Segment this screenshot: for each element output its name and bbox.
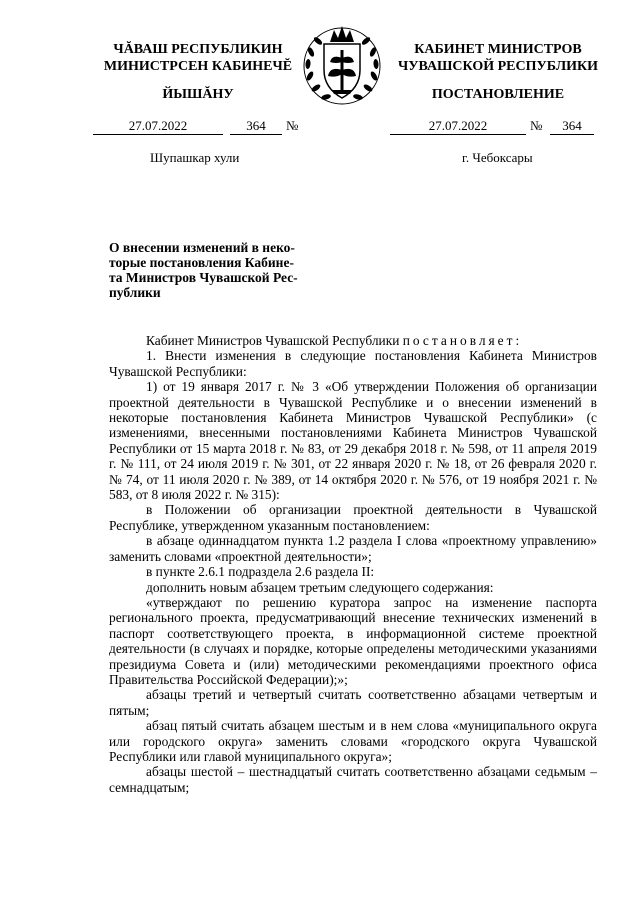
header-right-line2: ЧУВАШСКОЙ РЕСПУБЛИКИ	[397, 59, 599, 74]
header-left-line1: ЧĂВАШ РЕСПУБЛИКИН	[113, 42, 283, 57]
paragraph-4: в абзаце одиннадцатом пункта 1.2 раздела I слова «проектному управлению» заменить словами «проектной деятельности»;	[109, 533, 597, 564]
right-date-field: 27.07.2022	[390, 118, 526, 135]
document-subject	[109, 240, 309, 300]
paragraph-3: в Положении об организации проектной деятельности в Чувашской Республике, утвержденном указанным постановлением:	[109, 502, 597, 533]
coat-of-arms-emblem	[296, 18, 388, 110]
paragraph-9: абзац пятый считать абзацем шестым и в нем слова «муниципального округа или городского округа» заменить словами «городского округа Чувашской Республики или главой муниципального округа»;	[109, 718, 597, 764]
intro-lead: Кабинет Министров Чувашской Республики	[146, 333, 400, 348]
header-left-line2: МИНИСТРСЕН КАБИНЕЧĔ	[103, 59, 293, 74]
left-number-sign: №	[286, 118, 299, 133]
paragraph-6: дополнить новым абзацем третьим следующего содержания:	[146, 579, 494, 595]
left-number-field: 364	[230, 118, 282, 135]
right-number-field: 364	[550, 118, 594, 135]
document-body	[109, 333, 597, 795]
subject-line4: публики	[109, 285, 161, 300]
subject-line1: О внесении изменений в неко-	[109, 240, 295, 255]
subject-line2: торые постановления Кабине-	[109, 255, 294, 270]
paragraph-5: в пункте 2.6.1 подраздела 2.6 раздела II:	[146, 564, 375, 580]
subject-line3: та Министров Чувашской Рес-	[109, 270, 298, 285]
right-city: г. Чебоксары	[462, 150, 533, 165]
paragraph-8: абзацы третий и четвертый считать соответственно абзацами четвертым и пятым;	[109, 687, 597, 718]
right-number-sign: №	[530, 118, 543, 133]
intro-spaced: постановляет:	[402, 333, 523, 348]
left-date-field: 27.07.2022	[93, 118, 223, 135]
paragraph-1: 1. Внести изменения в следующие постановления Кабинета Министров Чувашской Республики:	[109, 348, 597, 379]
doc-type-right: ПОСТАНОВЛЕНИЕ	[431, 87, 565, 102]
left-city: Шупашкар хули	[150, 150, 240, 165]
doc-type-left: ЙЫШĂНУ	[162, 87, 234, 102]
intro-paragraph	[109, 333, 597, 348]
paragraph-10: абзацы шестой – шестнадцатый считать соответственно абзацами седьмым – семнадцатым;	[109, 764, 597, 795]
header-left	[88, 41, 308, 75]
paragraph-2: 1) от 19 января 2017 г. № 3 «Об утверждении Положения об организации проектной деятельности в Чувашской Республике и о внесении изменений в некоторые постановления Кабинета Министров Чувашской Республики» (с изменениями, внесенными постановлениями Кабинета Министров Чувашской Республики от 15 марта 2018 г. № 83, от 29 декабря 2018 г. № 598, от 11 апреля 2019 г. № 111, от 24 июля 2019 г. № 301, от 22 января 2020 г. № 18, от 26 февраля 2020 г. № 74, от 11 июля 2020 г. № 389, от 14 октября 2020 г. № 576, от 19 ноября 2021 г. № 583, от 8 июля 2022 г. № 315):	[109, 379, 597, 503]
header-right-line1: КАБИНЕТ МИНИСТРОВ	[414, 42, 582, 57]
header-right	[382, 41, 614, 75]
paragraph-7: «утверждают по решению куратора запрос на изменение паспорта регионального проекта, предусматривающий внесение технических изменений в паспорт соответствующего проекта, в информационной системе проектной деятельности (в случаях и порядке, которые определены методическими указаниями президиума Совета и (или) методическими рекомендациями проектного офиса Правительства Российской Федерации);»;	[109, 594, 597, 687]
